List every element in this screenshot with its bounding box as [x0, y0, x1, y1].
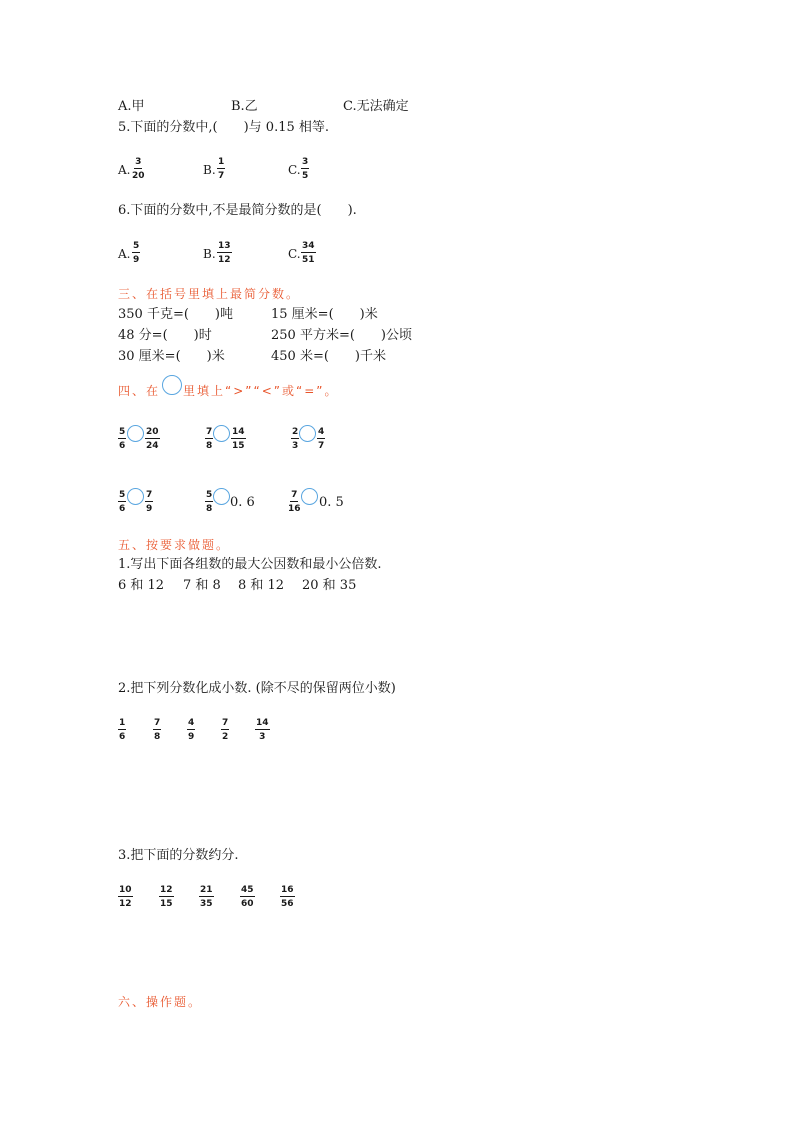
q6-a-label: A.	[118, 247, 131, 261]
q5-b-fraction: $\frac{1}{7}$	[218, 157, 225, 181]
s5-q3-frac-4: $\frac{45}{60}$	[241, 885, 254, 909]
q5-question: 5.下面的分数中,( )与 0.15 相等.	[118, 120, 330, 135]
circle-icon	[162, 375, 182, 395]
q5-b-label: B.	[203, 163, 216, 177]
q6-b-fraction: $\frac{13}{12}$	[218, 241, 231, 265]
section4-heading-suffix: 里填上“>”“<”或“=”。	[183, 384, 339, 398]
q5-a-label: A.	[118, 163, 131, 177]
q5-a-fraction: $\frac{3}{20}$	[132, 157, 145, 181]
q4-option-a: A.甲	[118, 99, 145, 114]
s5-q2-frac-5: $\frac{14}{3}$	[256, 718, 269, 742]
q6-c-fraction: $\frac{34}{51}$	[302, 241, 315, 265]
compare-circle-4[interactable]	[127, 488, 144, 505]
section5-heading: 五、按要求做题。	[118, 538, 231, 552]
s5-q2-frac-3: $\frac{4}{9}$	[188, 718, 195, 742]
compare-circle-1[interactable]	[127, 425, 144, 442]
section6-heading: 六、操作题。	[118, 995, 203, 1009]
compare-circle-3[interactable]	[299, 425, 316, 442]
s5-q2-frac-4: $\frac{7}{2}$	[222, 718, 229, 742]
s5-q3: 3.把下面的分数约分.	[118, 848, 239, 863]
s5-q1-item-3: 8 和 12	[238, 578, 285, 593]
s5-q3-frac-1: $\frac{10}{12}$	[119, 885, 132, 909]
cmp2-right: $\frac{14}{15}$	[232, 427, 245, 451]
cmp1-right: $\frac{20}{24}$	[146, 427, 159, 451]
cmp3-right: $\frac{4}{7}$	[318, 427, 325, 451]
s5-q1-item-4: 20 和 35	[302, 578, 357, 593]
cmp4-right: $\frac{7}{9}$	[146, 490, 153, 514]
q4-option-c: C.无法确定	[343, 99, 409, 114]
s3-item-6: 450 米=( )千米	[271, 349, 386, 364]
s5-q3-frac-3: $\frac{21}{35}$	[200, 885, 213, 909]
s5-q1-item-2: 7 和 8	[183, 578, 221, 593]
s3-item-2: 15 厘米=( )米	[271, 307, 378, 322]
s5-q2: 2.把下列分数化成小数. (除不尽的保留两位小数)	[118, 681, 396, 696]
cmp5-left: $\frac{5}{8}$	[206, 490, 213, 514]
s5-q2-frac-2: $\frac{7}{8}$	[154, 718, 161, 742]
cmp3-left: $\frac{2}{3}$	[292, 427, 299, 451]
section4-heading-prefix: 四、在	[118, 384, 161, 398]
cmp6-left: $\frac{7}{16}$	[288, 490, 301, 514]
q4-option-b: B.乙	[231, 99, 258, 114]
cmp1-left: $\frac{5}{6}$	[119, 427, 126, 451]
cmp2-left: $\frac{7}{8}$	[206, 427, 213, 451]
s5-q1: 1.写出下面各组数的最大公因数和最小公倍数.	[118, 557, 382, 572]
s5-q3-frac-2: $\frac{12}{15}$	[160, 885, 173, 909]
q6-c-label: C.	[288, 247, 301, 261]
s3-item-3: 48 分=( )时	[118, 328, 212, 343]
compare-circle-5[interactable]	[213, 488, 230, 505]
s3-item-1: 350 千克=( )吨	[118, 307, 233, 322]
s5-q1-item-1: 6 和 12	[118, 578, 165, 593]
compare-circle-2[interactable]	[213, 425, 230, 442]
q5-c-label: C.	[288, 163, 301, 177]
s3-item-5: 30 厘米=( )米	[118, 349, 225, 364]
s5-q2-frac-1: $\frac{1}{6}$	[119, 718, 126, 742]
cmp6-right: 0. 5	[319, 495, 344, 510]
q6-question: 6.下面的分数中,不是最简分数的是( ).	[118, 203, 357, 218]
q6-a-fraction: $\frac{5}{9}$	[133, 241, 140, 265]
cmp5-right: 0. 6	[230, 495, 255, 510]
section3-heading: 三、在括号里填上最简分数。	[118, 287, 301, 301]
s5-q3-frac-5: $\frac{16}{56}$	[281, 885, 294, 909]
s3-item-4: 250 平方米=( )公顷	[271, 328, 412, 343]
compare-circle-6[interactable]	[301, 488, 318, 505]
q5-c-fraction: $\frac{3}{5}$	[302, 157, 309, 181]
cmp4-left: $\frac{5}{6}$	[119, 490, 126, 514]
q6-b-label: B.	[203, 247, 216, 261]
